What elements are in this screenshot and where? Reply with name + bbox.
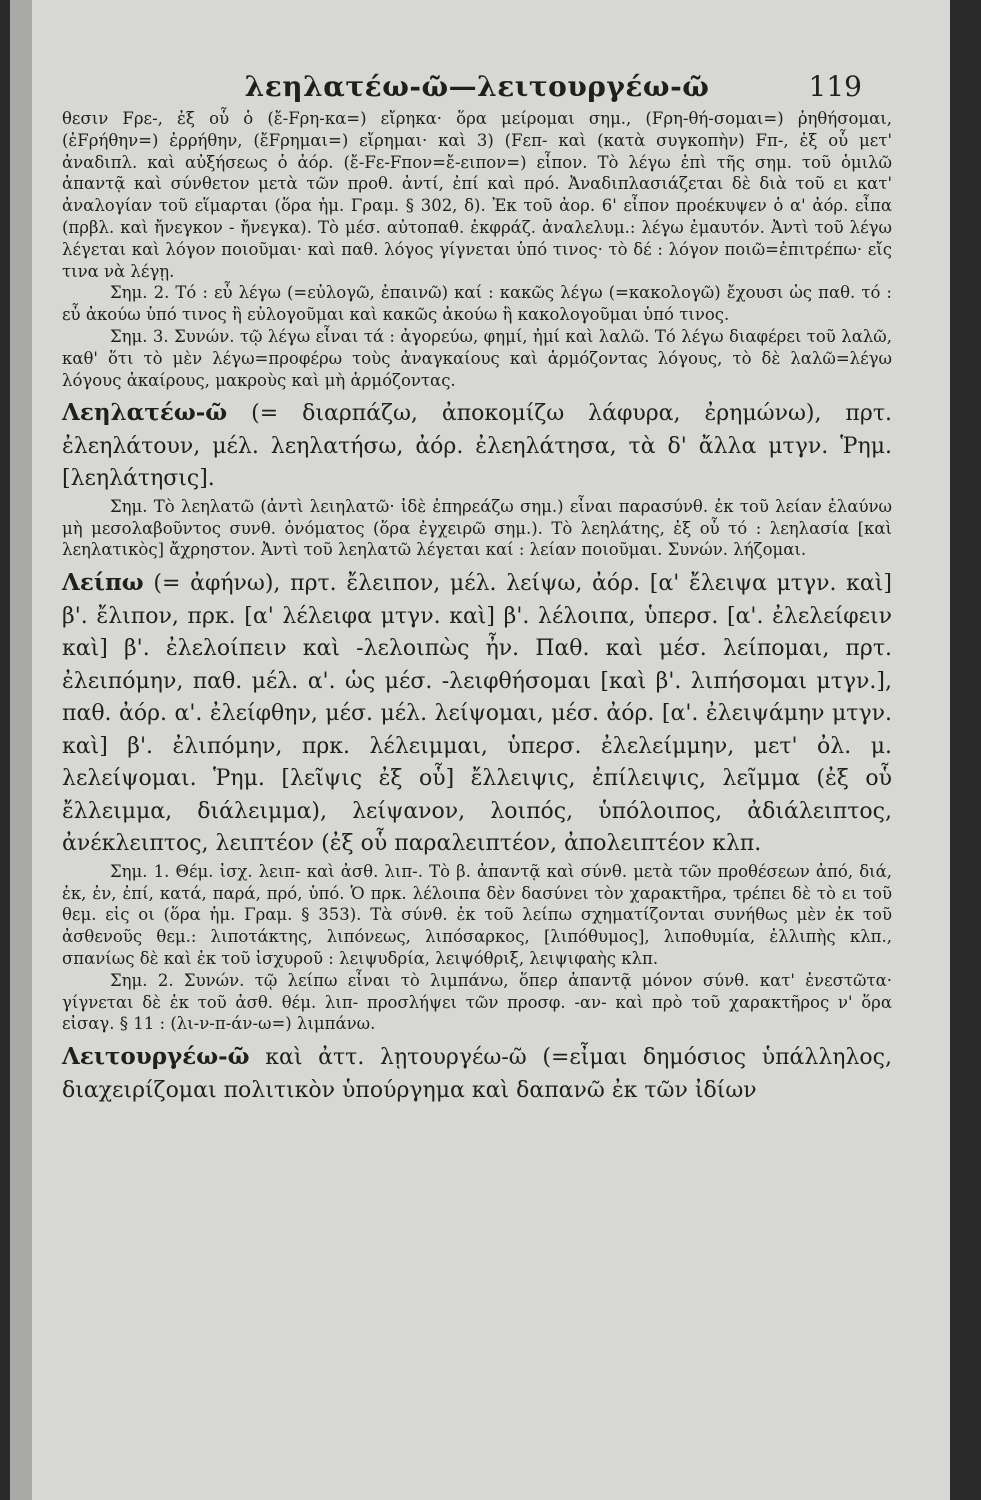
page-header [62, 62, 892, 108]
entry-leitourgeo [62, 1041, 892, 1107]
entry-leelateo [62, 397, 892, 496]
lemma-leitourgeo: Λειτουργέω-ῶ [62, 1043, 250, 1071]
entry-leelateo-text: (= διαρπάζω, ἀποκομίζω λάφυρα, ἐρημώνω), πρτ. ἐλεηλάτουν, μέλ. λεηλατήσω, ἀόρ. ἐλεηλάτησα, τὰ δ' ἄλλα μτγν. Ῥημ. [λεηλάτησις]. [62, 401, 892, 492]
book-page [10, 0, 950, 1500]
entry-leitourgeo-text: καὶ ἀττ. λῃτουργέω-ῶ (=εἶμαι δημόσιος ὑπάλληλος, διαχειρίζομαι πολιτικὸν ὑπούργημα καὶ δαπανῶ ἐκ τῶν ἰδίων [62, 1045, 892, 1103]
lemma-leelateo: Λεηλατέω-ῶ [62, 399, 228, 427]
paragraph-leipo-note-2: Σημ. 2. Συνών. τῷ λείπω εἶναι τὸ λιμπάνω, ὅπερ ἀπαντᾷ μόνον σύνθ. κατ' ἐνεστῶτα· γίγνεται δὲ ἐκ τοῦ ἀσθ. θέμ. λιπ- προσλήψει τῶν προσφ. -αν- καὶ πρὸ τοῦ χαρακτῆρος ν' ὅρα εἰσαγ. § 11 : (λι-ν-π-άν-ω=) λιμπάνω. [62, 970, 892, 1034]
page-spine-shadow [10, 0, 32, 1500]
page-content [62, 62, 892, 1107]
page-number: 119 [808, 70, 862, 103]
paragraph-lego-note-3: Σημ. 3. Συνών. τῷ λέγω εἶναι τά : ἀγορεύω, φημί, ἠμί καὶ λαλῶ. Τό λέγω διαφέρει τοῦ λαλῶ, καθ' ὅτι τὸ μὲν λέγω=προφέρω τοὺς ἀναγκαίους καὶ ἁρμόζοντας λόγους, τὸ δὲ λαλῶ=λέγω λόγους ἀκαίρους, μακροὺς καὶ μὴ ἁρμόζοντας. [62, 326, 892, 390]
lemma-leipo: Λείπω [62, 569, 144, 597]
entry-leipo [62, 567, 892, 861]
paragraph-leipo-note-1: Σημ. 1. Θέμ. ἰσχ. λειπ- καὶ ἀσθ. λιπ-. Τὸ β. ἀπαντᾷ καὶ σύνθ. μετὰ τῶν προθέσεων ἀπό, διά, ἐκ, ἐν, ἐπί, κατά, παρά, πρό, ὑπό. Ὁ πρκ. λέλοιπα δὲν δασύνει τὸν χαρακτῆρα, τρέπει δὲ τὸ ει τοῦ θεμ. εἰς οι (ὅρα ἡμ. Γραμ. § 353). Τὰ σύνθ. ἐκ τοῦ λείπω σχηματίζονται συνήθως μὲν ἐκ τοῦ ἀσθενοῦς θεμ.: λιποτάκτης, λιπόνεως, λιπόσαρκος, [λιπόθυμος], λιποθυμία, ἐλλιπὴς κλπ., σπανίως δὲ καὶ ἐκ τοῦ ἰσχυροῦ : λειψυδρία, λειψόθριξ, λειψιφαὴς κλπ. [62, 861, 892, 968]
entry-leipo-text: (= ἀφήνω), πρτ. ἔλειπον, μέλ. λείψω, ἀόρ. [α' ἔλειψα μτγν. καὶ] β'. ἔλιπον, πρκ. [α' λέλειφα μτγν. καὶ] β'. λέλοιπα, ὑπερσ. [α'. ἐλελείφειν καὶ] β'. ἐλελοίπειν καὶ -λελοιπὼς ἦν. Παθ. καὶ μέσ. λείπομαι, πρτ. ἐλειπόμην, παθ. μέλ. α'. ὡς μέσ. -λειφθήσομαι [καὶ β'. λιπήσομαι μτγν.], παθ. ἀόρ. α'. ἐλείφθην, μέσ. μέλ. λείψομαι, μέσ. ἀόρ. [α'. ἐλειψάμην μτγν. καὶ] β'. ἐλιπόμην, πρκ. λέλειμμαι, ὑπερσ. ἐλελείμμην, μετ' ὀλ. μ. λελείψομαι. Ῥημ. [λεῖψις ἐξ οὗ] ἔλλειψις, ἐπίλειψις, λεῖμμα (ἐξ οὗ ἔλλειμμα, διάλειμμα), λείψανον, λοιπός, ὑπόλοιπος, ἀδιάλειπτος, ἀνέκλειπτος, λειπτέον (ἐξ οὗ παραλειπτέον, ἀπολειπτέον κλπ. [62, 571, 892, 857]
paragraph-leelateo-note: Σημ. Τὸ λεηλατῶ (ἀντὶ λειηλατῶ· ἰδὲ ἐπηρεάζω σημ.) εἶναι παρασύνθ. ἐκ τοῦ λείαν ἐλαύνω μὴ μεσολαβοῦντος συνθ. ὀνόματος (ὅρα ἐγχειρῶ σημ.). Τὸ λεηλάτης, ἐξ οὗ τό : λεηλασία [καὶ λεηλατικὸς] ἄχρηστον. Ἀντὶ τοῦ λεηλατῶ λέγεται καί : λείαν ποιοῦμαι. Συνών. λήζομαι. [62, 496, 892, 560]
paragraph-lego-note-2: Σημ. 2. Τό : εὖ λέγω (=εὐλογῶ, ἐπαινῶ) καί : κακῶς λέγω (=κακολογῶ) ἔχουσι ὡς παθ. τό : εὖ ἀκούω ὑπό τινος ἢ εὐλογοῦμαι καὶ κακῶς ἀκούω ἢ κακολογοῦμαι ὑπό τινος. [62, 283, 892, 325]
running-head: λεηλατέω-ῶ—λειτουργέω-ῶ [244, 70, 710, 103]
paragraph-lego-etymology: θεσιν Fρε-, ἐξ οὗ ὁ (ἔ-Fρη-κα=) εἴρηκα· ὅρα μείρομαι σημ., (Fρη-θή-σομαι=) ῥηθήσομαι, (ἐFρήθην=) ἐρρήθην, (ἔFρημαι=) εἴρημαι· καὶ 3) (Fεπ- καὶ (κατὰ συγκοπὴν) Fπ-, ἐξ οὗ μετ' ἀναδιπλ. καὶ αὐξήσεως ὁ ἀόρ. (ἔ-Fε-Fπον=ἔ-ειπον=) εἶπον. Τὸ λέγω ἐπὶ τῆς σημ. τοῦ ὁμιλῶ ἀπαντᾷ καὶ σύνθετον μετὰ τῶν προθ. ἀντί, ἐπί καὶ πρό. Ἀναδιπλασιάζεται δὲ διὰ τοῦ ει κατ' ἀναλογίαν τοῦ εἵμαρται (ὅρα ἡμ. Γραμ. § 302, δ). Ἐκ τοῦ ἀορ. 6' εἶπον προέκυψεν ὁ α' ἀόρ. εἶπα (πρβλ. καὶ ἤνεγκον - ἤνεγκα). Τὸ μέσ. αὐτοπαθ. ἐκφράζ. ἀναλελυμ.: λέγω ἐμαυτόν. Ἀντὶ τοῦ λέγω λέγεται καὶ λόγον ποιοῦμαι· καὶ παθ. λόγος γίγνεται ὑπό τινος· τὸ δέ : λόγον ποιῶ=ἐπιτρέπω· εἴς τινα νὰ λέγῃ. [62, 109, 892, 281]
